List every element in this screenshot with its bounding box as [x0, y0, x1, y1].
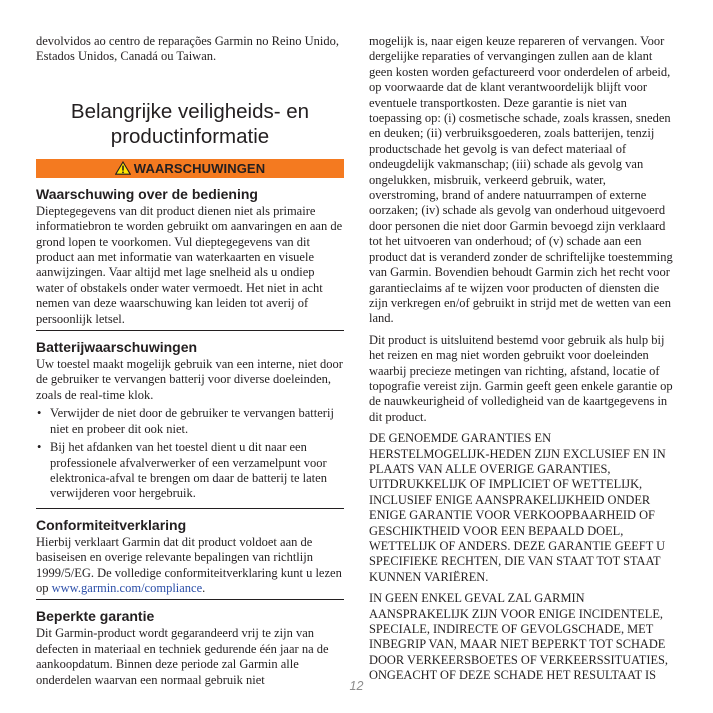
limited-warranty-heading: Beperkte garantie — [36, 608, 155, 625]
battery-bullet-item: • Bij het afdanken van het toestel dient u dit naar een professionele afvalverwerker of een verzamelpunt voor elektronica-afval te brengen om daar de batterij te laten verwijderen voor hergebruik. — [36, 440, 344, 502]
conformity-suffix: . — [202, 580, 206, 595]
warning-triangle-icon — [115, 161, 131, 175]
right-column — [369, 34, 674, 690]
conformity-section — [36, 517, 344, 601]
conformity-body: Hierbij verklaart Garmin dat dit product voldoet aan de basiseisen en overige relevante bepalingen van richtlijn 1999/5/EG. De volledige conformiteitverklaring kunt u lezen op — [36, 534, 342, 595]
driving-warning-text: Dieptegegevens van dit product dienen niet als primaire informatiebron te worden gebruikt om aanvaringen en aan de grond lopen te voorkomen. Vul dieptegegevens van dit product aan met informatie van waterkaarten en visuele aanwijzingen. Vaar altijd met lage snelheid als u ondiep water of obstakels onder water vermoedt. Het niet in acht nemen van deze waarschuwing kan leiden tot averij of persoonlijk letsel. — [36, 203, 343, 326]
limited-warranty-text: Dit Garmin-product wordt gegarandeerd vrij te zijn van defecten in materiaal en techniek gedurende één jaar na de aankoopdatum. Binnen deze periode zal Garmin alle onderdelen waarvan een normaal gebruik niet — [36, 626, 329, 687]
conformity-text — [36, 535, 344, 597]
driving-warning-section — [36, 186, 344, 331]
exclusive-warranty-paragraph: DE GENOEMDE GARANTIES EN HERSTELMOGELIJK-HEDEN ZIJN EXCLUSIEF EN IN PLAATS VAN ALLE OVERIGE GARANTIES, UITDRUKKELIJK OF IMPLICIET OF WETTELIJK, INCLUSIEF ENIGE AANSPRAKELIJKHEID ONDER ENIGE GARANTIE VOOR VERKOOPBAARHEID OF GESCHIKTHEID VOOR EEN BEPAALD DOEL, WETTELIJK OF ANDERS. DEZE GARANTIE GEEFT U SPECIFIEKE RECHTEN, DIE VAN STAAT TOT STAAT KUNNEN VARIËREN. — [369, 431, 666, 584]
section-title: Belangrijke veiligheids- en productinformatie — [70, 99, 310, 148]
driving-warning-heading: Waarschuwing over de bediening — [36, 185, 258, 202]
left-column — [36, 34, 344, 699]
navigation-aid-paragraph: Dit product is uitsluitend bestemd voor gebruik als hulp bij het reizen en mag niet worden gebruikt voor doeleinden waarbij precieze metingen van richting, afstand, locatie of topografie vereist zijn. Garmin geeft geen enkele garantie op de nauwkeurigheid of volledigheid van de kaartgegevens in dit product. — [369, 332, 673, 424]
battery-bullet-list — [36, 406, 344, 501]
conformity-heading: Conformiteitverklaring — [36, 516, 187, 533]
battery-bullet-item: • Verwijder de niet door de gebruiker te vervangen batterij niet en probeer dit ook niet. — [36, 406, 344, 437]
warning-label: WAARSCHUWINGEN — [133, 160, 266, 176]
battery-warnings-heading: Batterijwaarschuwingen — [36, 339, 198, 356]
battery-warnings-section — [36, 339, 344, 509]
battery-warnings-text: Uw toestel maakt mogelijk gebruik van een interne, niet door de gebruiker te vervangen batterij voor diverse doeleinden, zoals de real-time klok. — [36, 357, 343, 402]
warning-banner — [36, 159, 344, 178]
intro-text: devolvidos ao centro de reparações Garmin no Reino Unido, Estados Unidos, Canadá ou Taiwan. — [36, 34, 340, 64]
liability-paragraph: IN GEEN ENKEL GEVAL ZAL GARMIN AANSPRAKELIJK ZIJN VOOR ENIGE INCIDENTELE, SPECIALE, INDIRECTE OF GEVOLGSCHADE, MET INBEGRIP VAN, MAAR NIET BEPERKT TOT SCHADE DOOR VERKEERSBOETES OF VERKEERSSITUATIES, ONGEACHT OF DEZE SCHADE HET RESULTAAT IS — [369, 591, 669, 683]
warranty-paragraph: mogelijk is, naar eigen keuze repareren of vervangen. Voor dergelijke reparaties of vervangingen zullen aan de klant geen kosten worden gefactureerd voor onderdelen of arbeid, op voorwaarde dat de klant verantwoordelijk blijft voor eventuele transportkosten. Deze garantie is niet van toepassing op: (i) cosmetische schade, zoals krassen, sneden en deuken; (ii) verbruiksgoederen, zoals batterijen, tenzij productschade het gevolg is van defect materiaal of ondeugdelijk vakmanschap; (iii) schade als gevolg van ongelukken, misbruik, verkeerd gebruik, water, overstroming, brand of andere natuurrampen of externe oorzaken; (iv) schade als gevolg van onderhoud uitgevoerd door personen die niet door Garmin bevoegd zijn verklaard tot het uitvoeren van onderhoud; of (v) schade aan een product dat is veranderd zonder de schriftelijke toestemming van Garmin. Bovendien behoudt Garmin zich het recht voor garantieclaims af te wijzen voor producten of diensten die zijn verkregen en/of gebruikt in strijd met de wetten van een land. — [369, 34, 673, 326]
compliance-link[interactable]: www.garmin.com/compliance — [51, 580, 203, 595]
page-number: 12 — [349, 679, 364, 693]
